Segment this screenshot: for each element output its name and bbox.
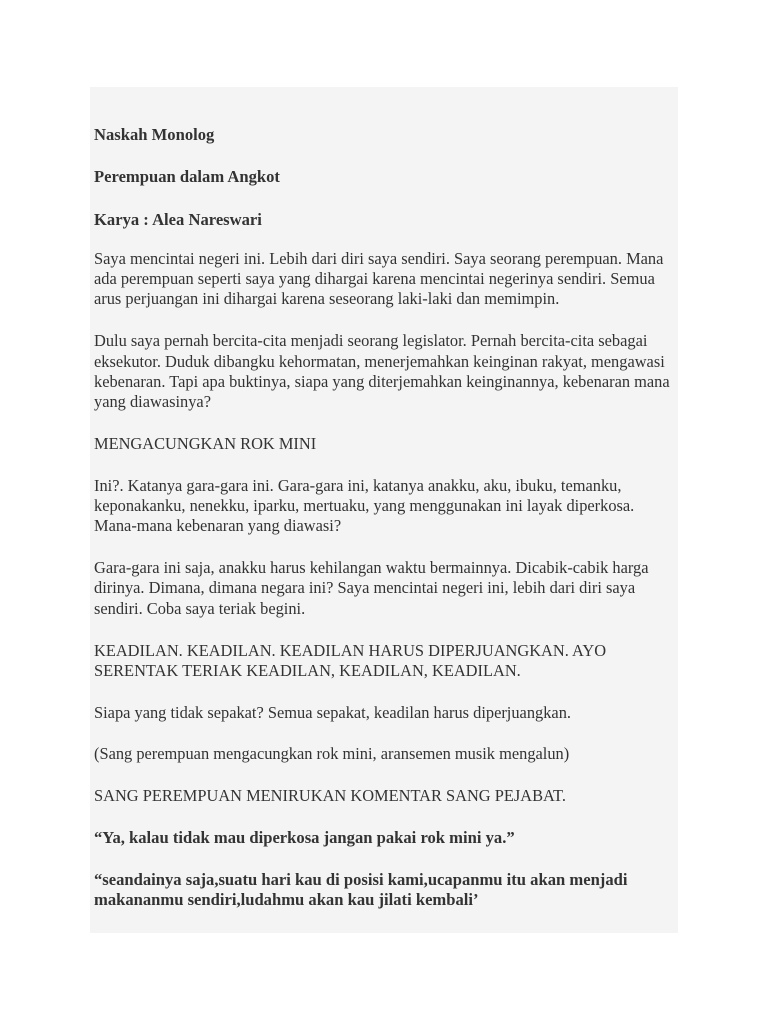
document-content [94, 125, 678, 932]
stage-direction: MENGACUNGKAN ROK MINI [94, 433, 317, 453]
stage-direction: (Sang perempuan mengacungkan rok mini, aransemen musik mengalun) [94, 744, 570, 764]
paragraph: Siapa yang tidak sepakat? Semua sepakat, keadilan harus diperjuangkan. [94, 702, 571, 722]
quote: “Ya, kalau tidak mau diperkosa jangan pakai rok mini ya.” [94, 828, 515, 848]
quote: “seandainya saja,suatu hari kau di posisi kami,ucapanmu itu akan menjadi makananmu sendiri,ludahmu akan kau jilati kembali’ [94, 869, 628, 910]
paragraph: Saya mencintai negeri ini. Lebih dari diri saya sendiri. Saya seorang perempuan. Mana ada perempuan seperti saya yang dihargai karena mencintai negerinya sendiri. Semua arus perjuangan ini dihargai karena seseorang laki-laki dan memimpin. [94, 248, 664, 309]
paragraph: Gara-gara ini saja, anakku harus kehilangan waktu bermainnya. Dicabik-cabik harga dirinya. Dimana, dimana negara ini? Saya mencintai negeri ini, lebih dari diri saya sendiri. Coba saya teriak begini. [94, 558, 649, 618]
document-subtitle: Perempuan dalam Angkot [94, 167, 280, 187]
document-author: Karya : Alea Nareswari [94, 209, 262, 229]
stage-direction: SANG PEREMPUAN MENIRUKAN KOMENTAR SANG PEJABAT. [94, 786, 566, 806]
document-page [90, 87, 678, 933]
paragraph: Dulu saya pernah bercita-cita menjadi seorang legislator. Pernah bercita-cita sebagai eksekutor. Duduk dibangku kehormatan, menerjemahkan keinginan rakyat, mengawasi kebenaran. Tapi apa buktinya, siapa yang diterjemahkan keinginannya, kebenaran mana yang diawasinya? [94, 331, 670, 412]
document-title: Naskah Monolog [94, 125, 215, 144]
paragraph: KEADILAN. KEADILAN. KEADILAN HARUS DIPERJUANGKAN. AYO SERENTAK TERIAK KEADILAN, KEADILAN, KEADILAN. [94, 640, 607, 680]
paragraph: Ini?. Katanya gara-gara ini. Gara-gara ini, katanya anakku, aku, ibuku, temanku, keponakanku, nenekku, iparku, mertuaku, yang menggunakan ini layak diperkosa. Mana-mana kebenaran yang diawasi? [94, 475, 635, 536]
